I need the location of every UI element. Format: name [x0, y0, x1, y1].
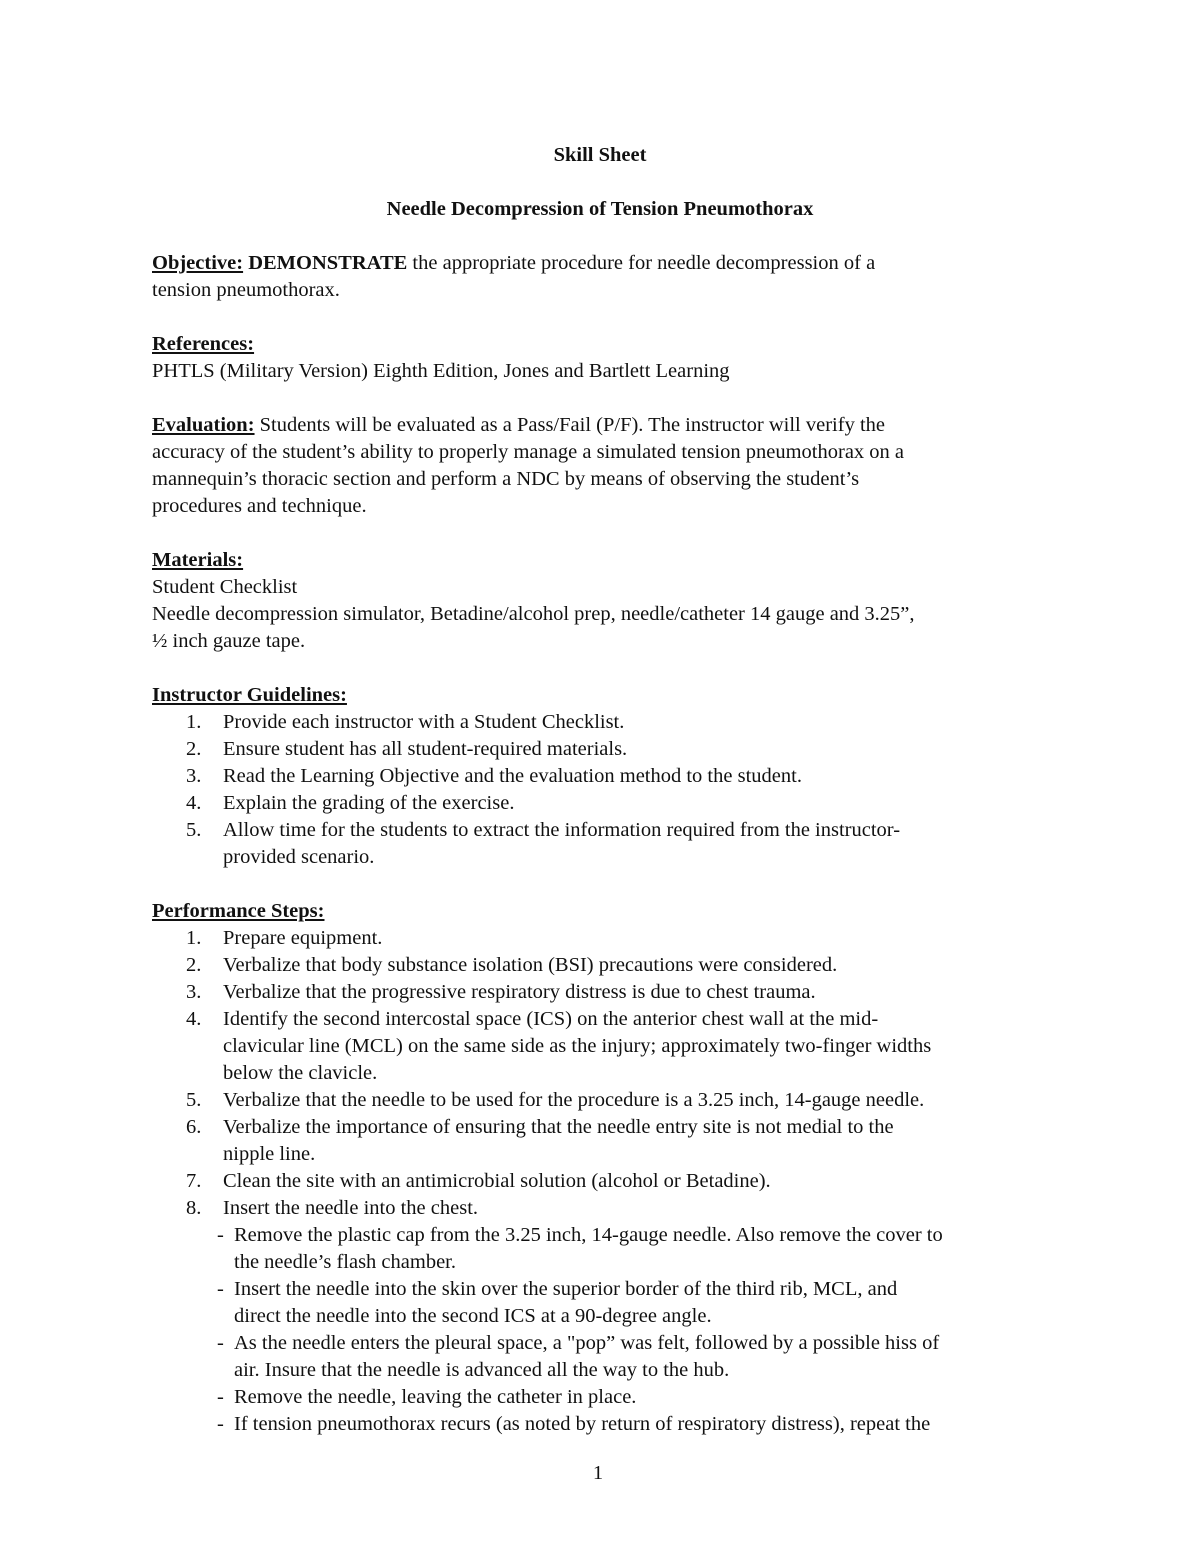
evaluation-text-1: Students will be evaluated as a Pass/Fail (P/F). The instructor will verify the [254, 414, 885, 436]
references-heading: References: [152, 333, 255, 355]
list-text: Prepare equipment. [223, 927, 383, 949]
performance-steps-section [152, 898, 1052, 1438]
list-item [152, 1087, 1052, 1114]
list-text: nipple line. [223, 1143, 316, 1165]
list-text: provided scenario. [223, 846, 375, 868]
references-section [152, 331, 1052, 385]
list-text: Remove the plastic cap from the 3.25 inch, 14-gauge needle. Also remove the cover to [234, 1224, 943, 1246]
list-number: 4. [186, 1008, 202, 1030]
list-text: Provide each instructor with a Student Checklist. [223, 711, 625, 733]
list-item [152, 952, 1052, 979]
list-text: As the needle enters the pleural space, a "pop” was felt, followed by a possible hiss of [234, 1332, 940, 1354]
list-item [152, 709, 1052, 736]
list-text: the needle’s flash chamber. [234, 1251, 456, 1273]
list-text: Remove the needle, leaving the catheter in place. [234, 1386, 637, 1408]
objective-section [152, 250, 1052, 304]
list-number: 5. [186, 1089, 202, 1111]
objective-heading: Objective: [152, 252, 244, 274]
instructor-guidelines-list [152, 709, 1052, 871]
list-dash: - [217, 1278, 224, 1300]
evaluation-line-3: mannequin’s thoracic section and perform a NDC by means of observing the student’s [152, 468, 860, 490]
list-number: 5. [186, 819, 202, 841]
list-dash: - [217, 1413, 224, 1435]
performance-steps-heading: Performance Steps: [152, 900, 325, 922]
list-item [152, 1384, 1052, 1411]
instructor-guidelines-heading: Instructor Guidelines: [152, 684, 347, 706]
list-text: below the clavicle. [223, 1062, 378, 1084]
objective-line-2: tension pneumothorax. [152, 279, 340, 301]
list-item [152, 1330, 1052, 1384]
list-text: Allow time for the students to extract the information required from the instructor- [223, 819, 901, 841]
list-item [152, 1276, 1052, 1330]
list-number: 8. [186, 1197, 202, 1219]
materials-heading: Materials: [152, 549, 244, 571]
list-number: 7. [186, 1170, 202, 1192]
list-item [152, 979, 1052, 1006]
list-text: Insert the needle into the skin over the superior border of the third rib, MCL, and [234, 1278, 898, 1300]
list-text: Identify the second intercostal space (ICS) on the anterior chest wall at the mid- [223, 1008, 879, 1030]
list-number: 2. [186, 738, 202, 760]
list-number: 3. [186, 765, 202, 787]
list-text: Verbalize that body substance isolation (BSI) precautions were considered. [223, 954, 838, 976]
list-text: If tension pneumothorax recurs (as noted by return of respiratory distress), repeat the [234, 1413, 931, 1435]
evaluation-section [152, 412, 1052, 520]
list-dash: - [217, 1332, 224, 1354]
list-item [152, 1411, 1052, 1438]
list-item [152, 1168, 1052, 1195]
list-item [152, 736, 1052, 763]
list-item [152, 1195, 1052, 1222]
list-text: Read the Learning Objective and the evaluation method to the student. [223, 765, 802, 787]
instructor-guidelines-section [152, 682, 1052, 871]
objective-text-1: the appropriate procedure for needle decompression of a [407, 252, 876, 274]
objective-line-1 [152, 250, 1052, 277]
page-subtitle: Needle Decompression of Tension Pneumothorax [386, 198, 814, 220]
page-number-text: 1 [592, 1462, 604, 1484]
objective-keyword: DEMONSTRATE [248, 252, 408, 274]
evaluation-line-4: procedures and technique. [152, 495, 367, 517]
list-item [152, 1222, 1052, 1276]
evaluation-line-2: accuracy of the student’s ability to properly manage a simulated tension pneumothorax on a [152, 441, 905, 463]
list-number: 1. [186, 711, 202, 733]
list-text: air. Insure that the needle is advanced all the way to the hub. [234, 1359, 730, 1381]
page-title: Skill Sheet [553, 144, 647, 166]
list-item [152, 817, 1052, 871]
list-text: Clean the site with an antimicrobial solution (alcohol or Betadine). [223, 1170, 771, 1192]
materials-line-2: Needle decompression simulator, Betadine/alcohol prep, needle/catheter 14 gauge and 3.25”, [152, 603, 915, 625]
list-text: Verbalize the importance of ensuring that the needle entry site is not medial to the [223, 1116, 894, 1138]
references-text: PHTLS (Military Version) Eighth Edition, Jones and Bartlett Learning [152, 360, 730, 382]
materials-section [152, 547, 1052, 655]
evaluation-heading: Evaluation: [152, 414, 255, 436]
list-text: clavicular line (MCL) on the same side as the injury; approximately two-finger widths [223, 1035, 932, 1057]
list-item [152, 790, 1052, 817]
performance-steps-list [152, 925, 1052, 1222]
evaluation-line-1 [152, 412, 1052, 439]
list-item [152, 1006, 1052, 1087]
list-number: 4. [186, 792, 202, 814]
list-text: Verbalize that the progressive respiratory distress is due to chest trauma. [223, 981, 816, 1003]
list-text: direct the needle into the second ICS at a 90-degree angle. [234, 1305, 712, 1327]
list-dash: - [217, 1386, 224, 1408]
materials-line-3: ½ inch gauze tape. [152, 630, 306, 652]
list-number: 2. [186, 954, 202, 976]
list-item [152, 763, 1052, 790]
list-text: Insert the needle into the chest. [223, 1197, 479, 1219]
list-item [152, 925, 1052, 952]
list-text: Verbalize that the needle to be used for the procedure is a 3.25 inch, 14-gauge needle. [223, 1089, 925, 1111]
list-number: 6. [186, 1116, 202, 1138]
list-item [152, 1114, 1052, 1168]
performance-substeps-list [152, 1222, 1052, 1438]
page-number [0, 1462, 1200, 1485]
document-body [152, 142, 1052, 1438]
materials-line-1: Student Checklist [152, 576, 298, 598]
list-text: Ensure student has all student-required materials. [223, 738, 628, 760]
list-dash: - [217, 1224, 224, 1246]
list-text: Explain the grading of the exercise. [223, 792, 515, 814]
list-number: 1. [186, 927, 202, 949]
list-number: 3. [186, 981, 202, 1003]
